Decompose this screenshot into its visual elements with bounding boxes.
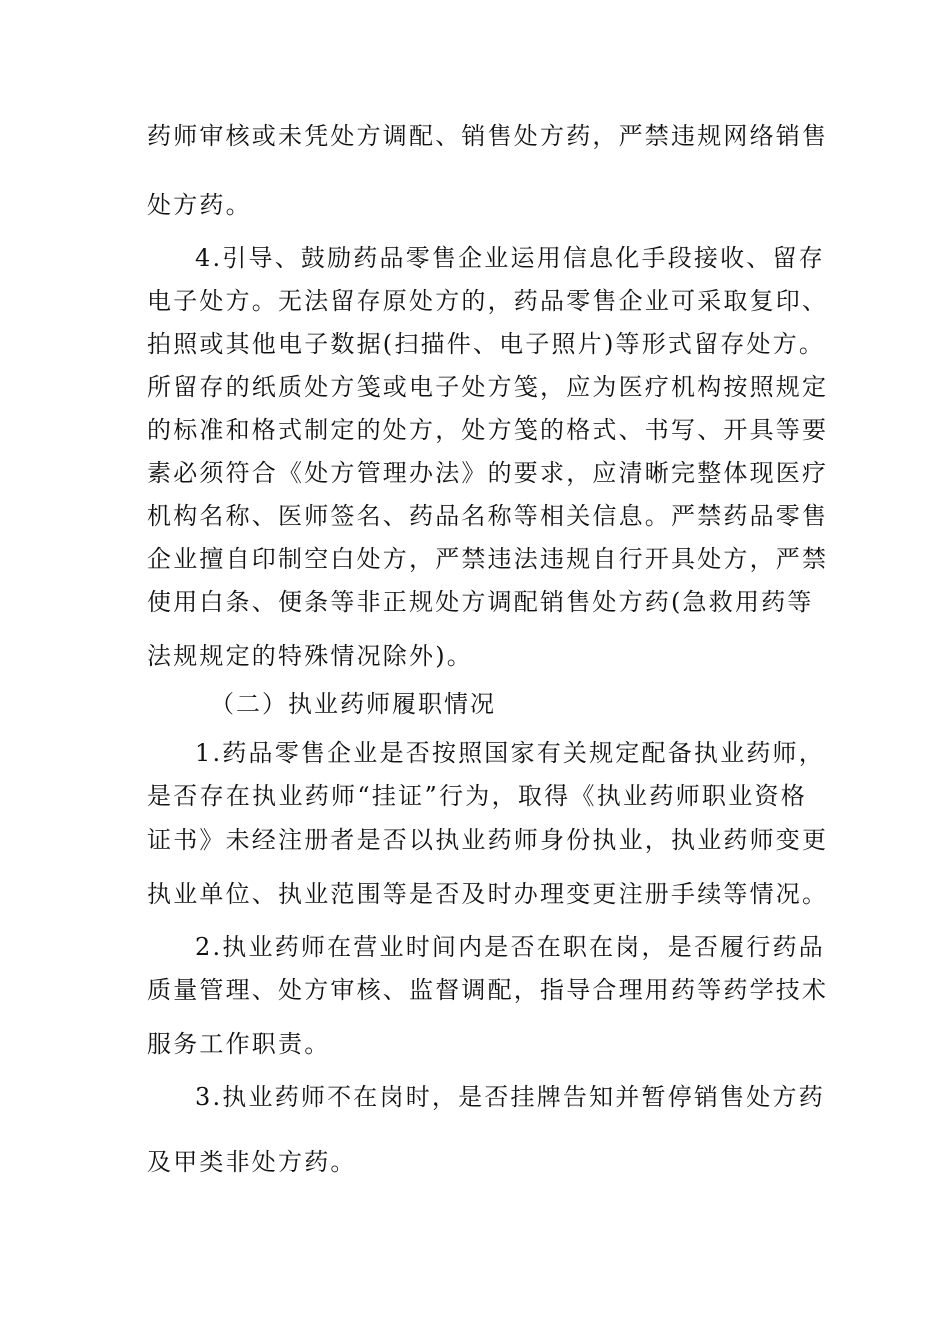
paragraph-line: 是否存在执业药师“挂证”行为，取得《执业药师职业资格 [147, 782, 807, 810]
paragraph-line: 所留存的纸质处方笺或电子处方笺，应为医疗机构按照规定 [147, 373, 829, 401]
paragraph-line: 及甲类非处方药。 [147, 1148, 357, 1176]
paragraph-line: 的标准和格式制定的处方，处方笺的格式、书写、开具等要 [147, 416, 829, 444]
paragraph-line: 3.执业药师不在岗时，是否挂牌告知并暂停销售处方药 [195, 1083, 825, 1111]
paragraph-line: 证书》未经注册者是否以执业药师身份执业，执业药师变更 [147, 826, 829, 854]
paragraph-line: 执业单位、执业范围等是否及时办理变更注册手续等情况。 [147, 880, 829, 908]
paragraph-line: 1.药品零售企业是否按照国家有关规定配备执业药师， [195, 739, 825, 767]
paragraph-line: 质量管理、处方审核、监督调配，指导合理用药等药学技术 [147, 976, 829, 1004]
paragraph-line: 4.引导、鼓励药品零售企业运用信息化手段接收、留存 [195, 244, 825, 272]
paragraph-line: 使用白条、便条等非正规处方调配销售处方药(急救用药等 [147, 588, 814, 616]
paragraph-line: 法规规定的特殊情况除外)。 [147, 642, 473, 670]
paragraph-line: 服务工作职责。 [147, 1030, 331, 1058]
paragraph-line: 处方药。 [147, 191, 252, 219]
paragraph-line: 电子处方。无法留存原处方的，药品零售企业可采取复印、 [147, 287, 829, 315]
paragraph-line: 药师审核或未凭处方调配、销售处方药，严禁违规网络销售 [147, 122, 829, 150]
paragraph-line: 企业擅自印制空白处方，严禁违法违规自行开具处方，严禁 [147, 545, 829, 573]
section-heading: （二）执业药师履职情况 [210, 690, 496, 718]
paragraph-line: 2.执业药师在营业时间内是否在职在岗，是否履行药品 [195, 933, 825, 961]
paragraph-line: 机构名称、医师签名、药品名称等相关信息。严禁药品零售 [147, 502, 829, 530]
paragraph-line: 素必须符合《处方管理办法》的要求，应清晰完整体现医疗 [147, 459, 829, 487]
paragraph-line: 拍照或其他电子数据(扫描件、电子照片)等形式留存处方。 [147, 330, 826, 358]
